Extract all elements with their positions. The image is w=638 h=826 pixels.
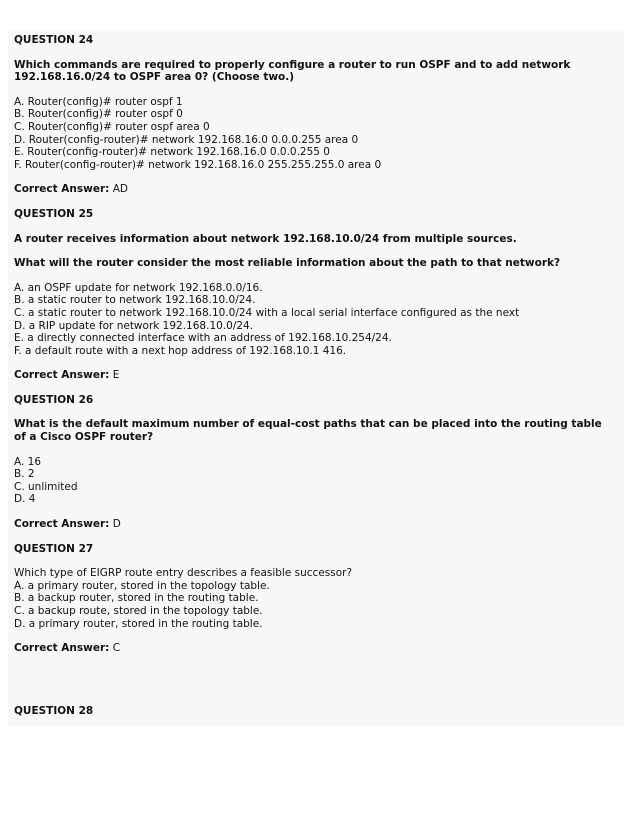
correct-answer — [14, 183, 614, 196]
option-c: C. a backup route, stored in the topology table. — [14, 605, 263, 617]
question-text: Which commands are required to properly configure a router to run OSPF and to add network 192.168.16.0/24 to OSPF area 0? (Choose two.) — [14, 58, 571, 84]
correct-answer-label: Correct Answer: — [14, 183, 110, 196]
spacer — [14, 667, 614, 705]
option-b: B. 2 — [14, 468, 35, 481]
question-title: QUESTION 28 — [14, 704, 94, 717]
option-e: E. Router(config-router)# network 192.168.16.0 0.0.0.255 0 — [14, 146, 330, 159]
question-title: QUESTION 27 — [14, 542, 94, 555]
option-e: E. a directly connected interface with an address of 192.168.10.254/24. — [14, 332, 392, 345]
question-text: What is the default maximum number of equal-cost paths that can be placed into the routing table of a Cisco OSPF router? — [14, 418, 602, 444]
question-24 — [14, 34, 614, 196]
question-text: Which type of EIGRP route entry describes a feasible successor? — [14, 567, 353, 580]
options-list — [14, 580, 614, 630]
document-content — [14, 34, 614, 729]
correct-answer-value: D — [112, 518, 121, 531]
options-list — [14, 282, 614, 358]
question-title: QUESTION 26 — [14, 393, 94, 406]
option-b: B. a static router to network 192.168.10.0/24. — [14, 294, 256, 307]
correct-answer — [14, 642, 614, 655]
option-d: D. Router(config-router)# network 192.168.16.0 0.0.0.255 area 0 — [14, 133, 359, 146]
correct-answer-label: Correct Answer: — [14, 369, 110, 382]
options-list — [14, 96, 614, 172]
correct-answer-label: Correct Answer: — [14, 642, 110, 655]
correct-answer-value: E — [112, 369, 120, 382]
option-b: B. Router(config)# router ospf 0 — [14, 108, 183, 121]
correct-answer-value: C — [112, 642, 121, 655]
option-a: A. Router(config)# router ospf 1 — [14, 95, 183, 108]
option-d: D. a primary router, stored in the routing table. — [14, 617, 263, 630]
option-a: A. 16 — [14, 455, 42, 468]
option-c: C. Router(config)# router ospf area 0 — [14, 120, 210, 133]
option-f: F. a default route with a next hop address of 192.168.10.1 416. — [14, 344, 347, 357]
question-28 — [14, 705, 614, 718]
option-d: D. 4 — [14, 493, 36, 506]
question-25 — [14, 208, 614, 382]
option-f: F. Router(config-router)# network 192.168.16.0 255.255.255.0 area 0 — [14, 158, 382, 171]
question-26 — [14, 394, 614, 531]
option-c: C. a static router to network 192.168.10.0/24 with a local serial interface configured as the next — [14, 306, 520, 319]
question-text: A router receives information about network 192.168.10.0/24 from multiple sources. — [14, 232, 517, 245]
question-title: QUESTION 24 — [14, 34, 94, 46]
options-list — [14, 456, 614, 506]
option-d: D. a RIP update for network 192.168.10.0/24. — [14, 319, 254, 332]
correct-answer — [14, 369, 614, 382]
correct-answer-value: AD — [112, 183, 128, 196]
option-b: B. a backup router, stored in the routing table. — [14, 592, 259, 605]
correct-answer-label: Correct Answer: — [14, 518, 110, 531]
question-text: What will the router consider the most reliable information about the path to that network? — [14, 257, 561, 270]
option-a: A. a primary router, stored in the topology table. — [14, 579, 270, 592]
question-27 — [14, 543, 614, 655]
option-a: A. an OSPF update for network 192.168.0.0/16. — [14, 281, 263, 294]
correct-answer — [14, 518, 614, 531]
option-c: C. unlimited — [14, 480, 78, 493]
question-title: QUESTION 25 — [14, 207, 94, 220]
